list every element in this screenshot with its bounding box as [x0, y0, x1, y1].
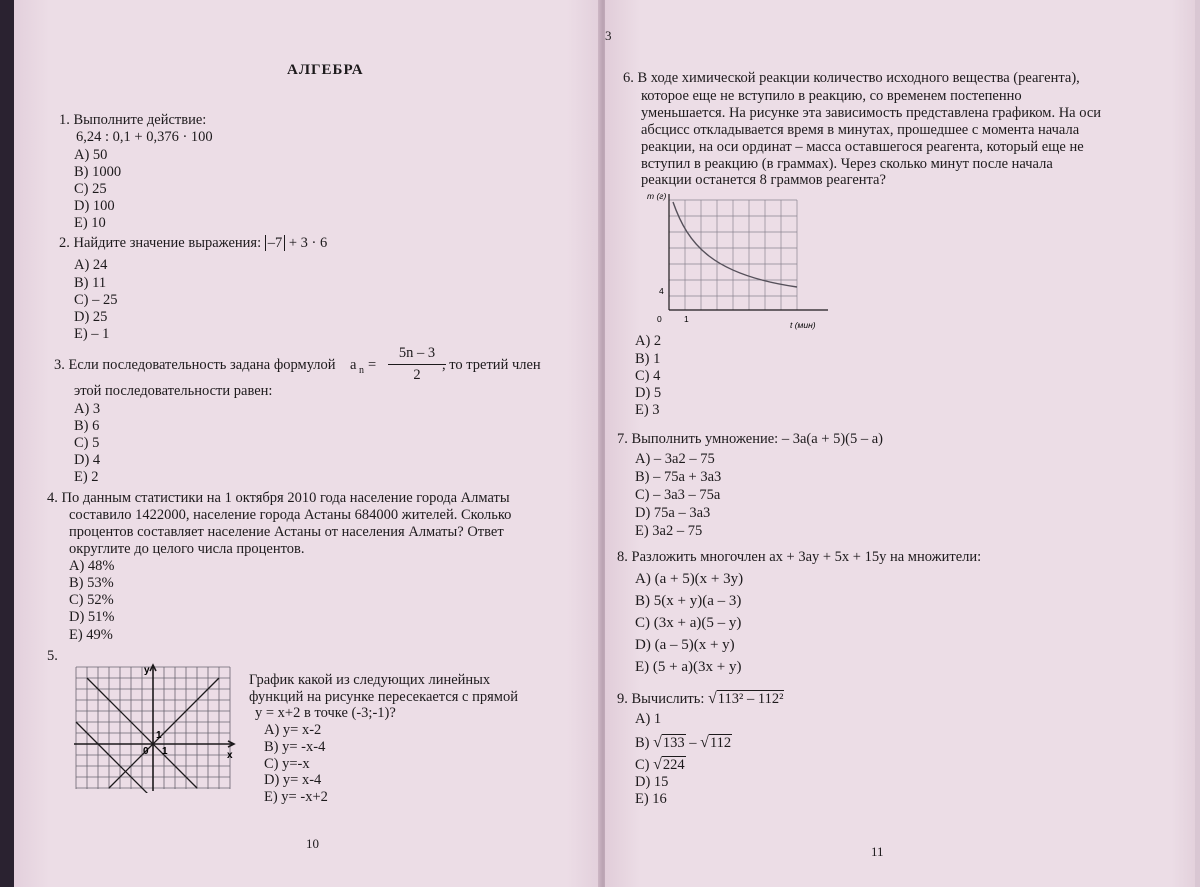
answer-option: E) (5 + a)(3x + y) — [635, 659, 742, 675]
question-5-number: 5. — [47, 648, 58, 664]
option-label: C) — [635, 757, 650, 773]
question-6-line: вступил в реакцию (в граммах). Через сколько минут после начала — [641, 156, 1053, 172]
question-7: 7. Выполнить умножение: – 3a(a + 5)(5 – a) — [617, 431, 883, 447]
answer-option-b: B) √133 – √112 — [635, 734, 732, 751]
question-4-line4: округлите до целого числа процентов. — [69, 541, 305, 557]
page-number-right: 11 — [871, 844, 884, 859]
question-6-line: уменьшается. На рисунке эта зависимость представлена графиком. На оси — [641, 105, 1102, 121]
answer-option: E) 3 — [635, 402, 660, 418]
question-4-line3: процентов составляет население Астаны от населения Алматы? Ответ — [69, 524, 504, 540]
question-6-line: реакции останется 8 граммов реагента? — [641, 172, 886, 188]
question-5-line1: График какой из следующих линейных — [249, 672, 491, 688]
answer-option: C) 52% — [69, 592, 114, 608]
answer-option: D) 25 — [74, 309, 108, 325]
question-2-text: 2. Найдите значение выражения: — [59, 235, 262, 251]
option-label: B) — [635, 735, 650, 751]
answer-option: B) 1000 — [74, 164, 122, 180]
answer-option: D) 4 — [74, 452, 101, 468]
answer-option: E) 49% — [69, 627, 113, 643]
right-page — [605, 0, 1195, 887]
section-title: АЛГЕБРА — [287, 62, 364, 78]
question-9: 9. Вычислить: √113² – 112² — [617, 690, 784, 707]
graph-y-label: y — [144, 665, 150, 676]
chart-y-axis-label: m (г) — [647, 191, 667, 201]
answer-option: E) y= -x+2 — [264, 789, 328, 805]
answer-option: E) 16 — [635, 791, 667, 807]
page-number-left: 10 — [306, 836, 319, 851]
chart-decay-curve — [673, 202, 797, 287]
question-6-line: абсцисс откладывается время в минутах, прошедшее с момента начала — [641, 122, 1080, 138]
question-4-line1: 4. По данным статистики на 1 октября 2010 года население города Алматы — [47, 490, 510, 506]
fraction-bar — [388, 364, 446, 365]
answer-option: E) 10 — [74, 215, 106, 231]
question-9-text: 9. Вычислить: — [617, 691, 705, 707]
answer-option: B) 1 — [635, 351, 661, 367]
chart-axes — [669, 194, 828, 310]
answer-option: A) (a + 5)(x + 3y) — [635, 571, 744, 587]
question-3-end: , то третий член — [442, 357, 541, 373]
answer-option: A) 50 — [74, 147, 108, 163]
answer-option: D) (a – 5)(x + y) — [635, 637, 735, 653]
answer-option: A) y= x-2 — [264, 722, 322, 738]
answer-option: A) – 3a2 – 75 — [635, 451, 715, 467]
answer-option: C) 25 — [74, 181, 107, 197]
sqrt-radicand: 133 — [662, 735, 685, 751]
question-8: 8. Разложить многочлен ax + 3ay + 5x + 15y на множители: — [617, 549, 982, 565]
question-2-expression-rest: + 3 · 6 — [288, 235, 328, 251]
question-1: 1. Выполните действие: — [59, 112, 207, 128]
answer-option: A) 3 — [74, 401, 101, 417]
answer-option: D) y= x-4 — [264, 772, 322, 788]
answer-option: A) 24 — [74, 257, 108, 273]
graph-unit-x-label: 1 — [162, 746, 168, 757]
answer-option: D) 5 — [635, 385, 662, 401]
sqrt-radicand: 224 — [662, 757, 685, 773]
question-3-formula: a n = 5n – 3 2 — [350, 343, 465, 385]
chart-x-tick-label: 1 — [684, 314, 689, 324]
formula-subscript: n — [359, 365, 364, 376]
question-9-radicand: 113² – 112² — [717, 691, 784, 707]
formula-denominator: 2 — [413, 367, 421, 383]
graph-lines — [76, 678, 219, 793]
answer-option: C) – 3a3 – 75a — [635, 487, 721, 503]
answer-option: A) 48% — [69, 558, 115, 574]
answer-option: C) 4 — [635, 368, 661, 384]
graph-origin-label: 0 — [143, 746, 149, 757]
answer-option: B) 53% — [69, 575, 114, 591]
formula-numerator: 5n – 3 — [398, 345, 436, 361]
formula-lhs: a — [350, 357, 357, 373]
answer-option: A) 1 — [635, 711, 662, 727]
answer-option: B) y= -x-4 — [264, 739, 326, 755]
answer-option: E) 3a2 – 75 — [635, 523, 703, 539]
left-page — [14, 0, 602, 887]
question-3-start: 3. Если последовательность задана формулой — [54, 357, 336, 373]
answer-option: D) 75a – 3a3 — [635, 505, 711, 521]
answer-option: A) 2 — [635, 333, 662, 349]
answer-option: B) 11 — [74, 275, 107, 291]
answer-option-c: C) √224 — [635, 756, 685, 773]
answer-option: C) (3x + a)(5 – y) — [635, 615, 742, 631]
question-1-expression: 6,24 : 0,1 + 0,376 · 100 — [76, 129, 213, 145]
answer-option: D) 100 — [74, 198, 115, 214]
answer-option: B) 5(x + y)(a – 3) — [635, 593, 742, 609]
question-4-line2: составило 1422000, население города Астаны 684000 жителей. Сколько — [69, 507, 512, 523]
answer-option: C) 5 — [74, 435, 100, 451]
book-binding-edge — [0, 0, 14, 887]
question-3-line2: этой последовательности равен: — [74, 383, 273, 399]
question-2 — [59, 235, 327, 252]
question-5-line3: y = x+2 в точке (-3;-1)? — [255, 705, 396, 721]
answer-option: E) 2 — [74, 469, 99, 485]
question-2-abs-value: –7 — [265, 235, 286, 251]
graph-unit-y-label: 1 — [156, 730, 162, 741]
answer-option: B) 6 — [74, 418, 100, 434]
question-5-line-graph — [72, 663, 238, 793]
question-6-line: 6. В ходе химической реакции количество исходного вещества (реагента), — [623, 70, 1080, 86]
corner-page-mark: 3 — [605, 28, 612, 43]
chart-y-tick-label: 4 — [659, 286, 664, 296]
sqrt-radicand: 112 — [709, 735, 732, 751]
question-5-line2: функций на рисунке пересекается с прямой — [249, 689, 518, 705]
answer-option: C) y=-x — [264, 756, 310, 772]
graph-x-label: x — [227, 750, 233, 761]
answer-option: E) – 1 — [74, 326, 110, 342]
question-6-line: реакции, на оси ординат – масса оставшегося реагента, который еще не — [641, 139, 1084, 155]
chart-grid — [669, 200, 797, 310]
question-6-decay-chart — [643, 190, 833, 332]
answer-option: D) 51% — [69, 609, 115, 625]
answer-option: B) – 75a + 3a3 — [635, 469, 722, 485]
question-6-line: которое еще не вступило в реакцию, со временем постепенно — [641, 88, 1022, 104]
answer-option: D) 15 — [635, 774, 669, 790]
chart-x-axis-label: t (мин) — [790, 320, 816, 330]
answer-option: C) – 25 — [74, 292, 118, 308]
minus-sign: – — [689, 735, 697, 751]
chart-origin-label: 0 — [657, 314, 662, 324]
